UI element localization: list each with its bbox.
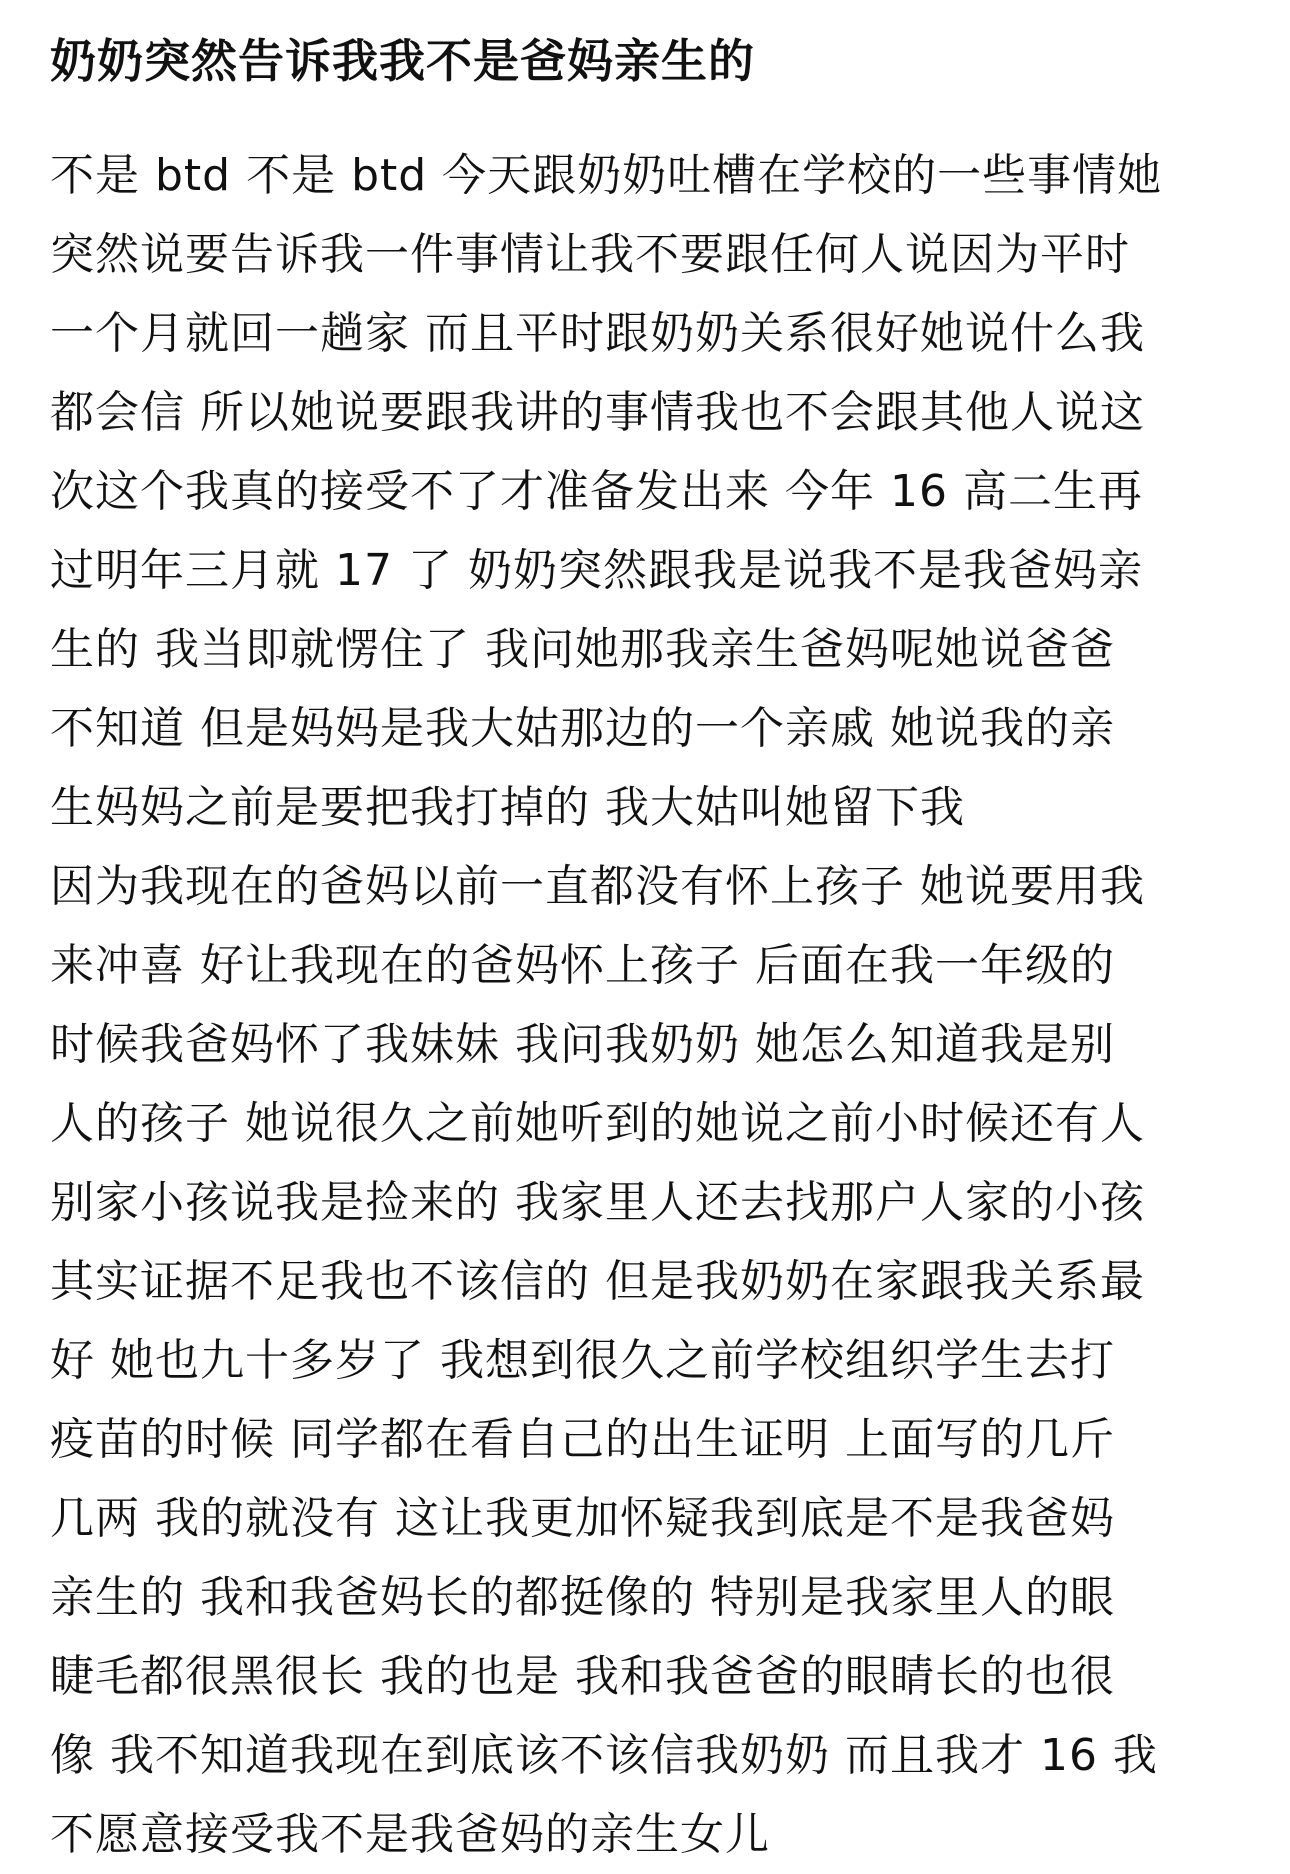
post-body-line: 来冲喜 好让我现在的爸妈怀上孩子 后面在我一年级的 <box>50 940 1115 991</box>
post-body-line: 生妈妈之前是要把我打掉的 我大姑叫她留下我 <box>50 782 965 833</box>
post-body-line: 时候我爸妈怀了我妹妹 我问我奶奶 她怎么知道我是别 <box>50 1019 1115 1070</box>
post-body-line: 人的孩子 她说很久之前她听到的她说之前小时候还有人 <box>50 1098 1145 1149</box>
post-body-line: 好 她也九十多岁了 我想到很久之前学校组织学生去打 <box>50 1335 1115 1386</box>
post-body-line: 突然说要告诉我一件事情让我不要跟任何人说因为平时 <box>50 229 1130 280</box>
post <box>50 0 1240 1874</box>
post-body-line: 其实证据不足我也不该信的 但是我奶奶在家跟我关系最 <box>50 1256 1145 1307</box>
post-body-line: 不是 btd 不是 btd 今天跟奶奶吐槽在学校的一些事情她 <box>50 150 1163 201</box>
post-body-line: 几两 我的就没有 这让我更加怀疑我到底是不是我爸妈 <box>50 1493 1115 1544</box>
post-body <box>50 136 1240 1874</box>
post-body-line: 疫苗的时候 同学都在看自己的出生证明 上面写的几斤 <box>50 1414 1115 1465</box>
post-body-line: 亲生的 我和我爸妈长的都挺像的 特别是我家里人的眼 <box>50 1572 1115 1623</box>
post-body-line: 生的 我当即就愣住了 我问她那我亲生爸妈呢她说爸爸 <box>50 624 1115 675</box>
post-body-line: 别家小孩说我是捡来的 我家里人还去找那户人家的小孩 <box>50 1177 1145 1228</box>
post-body-line: 一个月就回一趟家 而且平时跟奶奶关系很好她说什么我 <box>50 308 1145 359</box>
post-body-line: 因为我现在的爸妈以前一直都没有怀上孩子 她说要用我 <box>50 861 1145 912</box>
post-body-line: 不愿意接受我不是我爸妈的亲生女儿 <box>50 1809 770 1860</box>
post-body-line: 像 我不知道我现在到底该不该信我奶奶 而且我才 16 我 <box>50 1730 1158 1781</box>
post-body-line: 次这个我真的接受不了才准备发出来 今年 16 高二生再 <box>50 466 1143 517</box>
post-body-line: 过明年三月就 17 了 奶奶突然跟我是说我不是我爸妈亲 <box>50 545 1143 596</box>
post-body-line: 睫毛都很黑很长 我的也是 我和我爸爸的眼睛长的也很 <box>50 1651 1115 1702</box>
post-body-line: 不知道 但是妈妈是我大姑那边的一个亲戚 她说我的亲 <box>50 703 1115 754</box>
post-title: 奶奶突然告诉我我不是爸妈亲生的 <box>50 34 755 88</box>
post-body-line: 都会信 所以她说要跟我讲的事情我也不会跟其他人说这 <box>50 387 1145 438</box>
